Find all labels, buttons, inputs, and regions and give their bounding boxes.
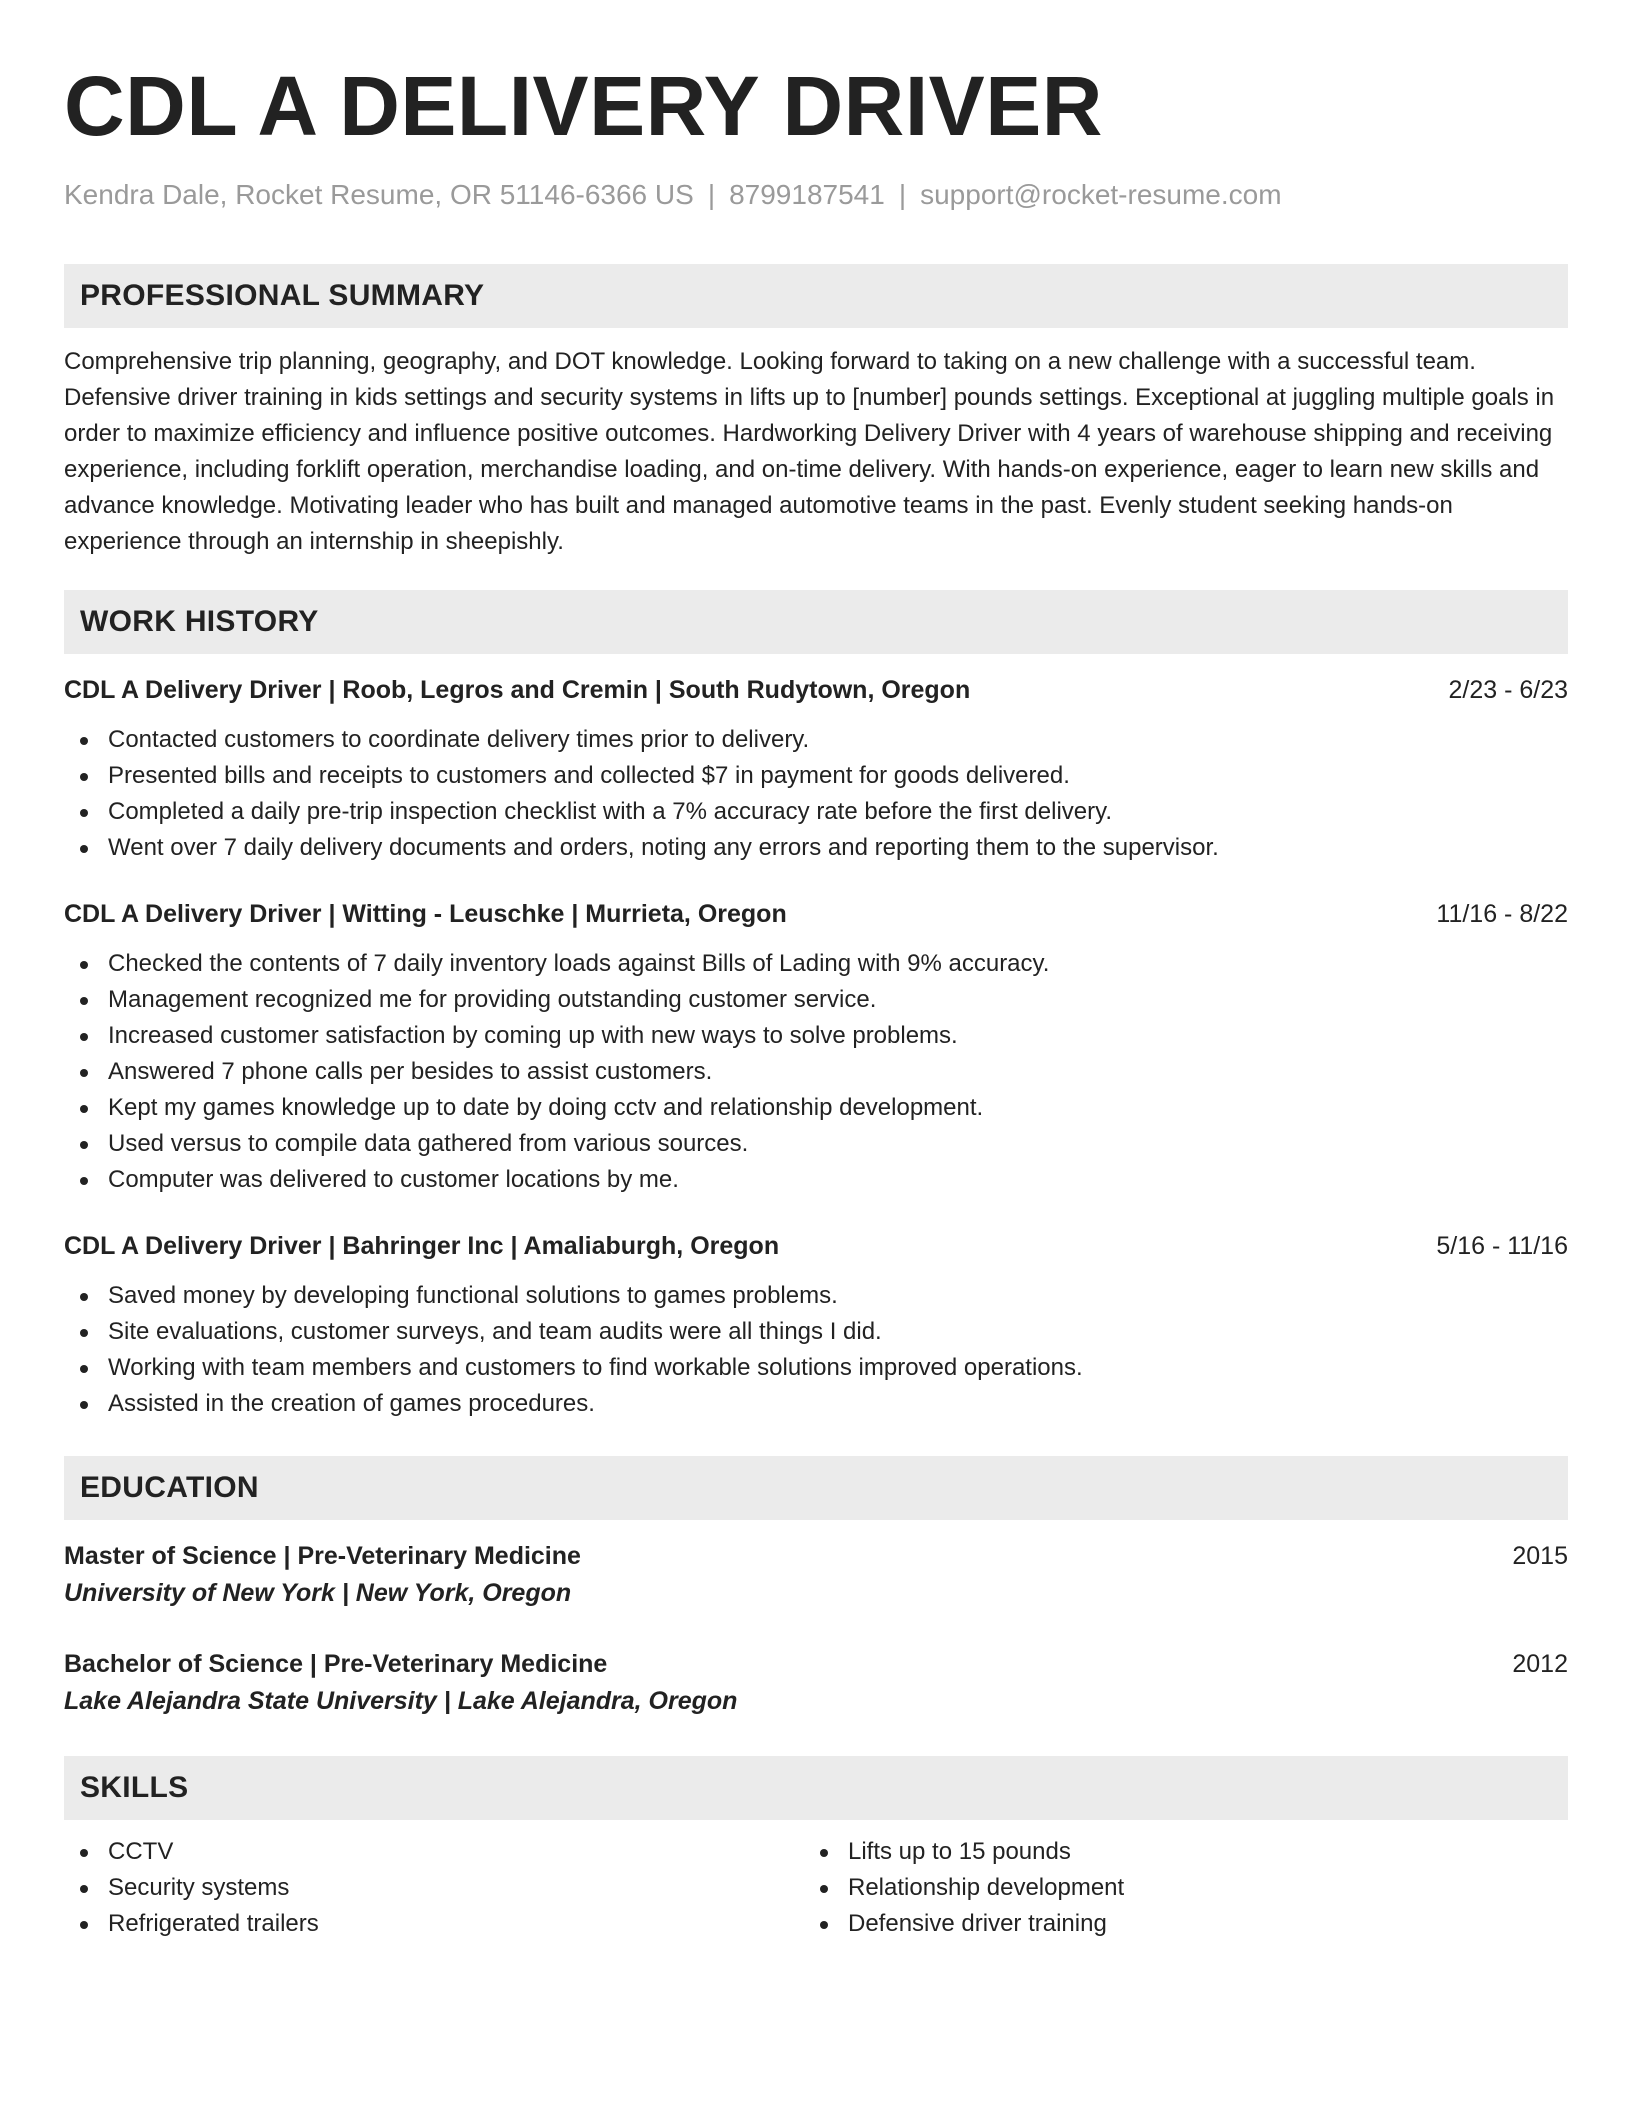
list-item: Answered 7 phone calls per besides to assist customers.: [64, 1054, 1568, 1090]
skills-column-right: [804, 1834, 1544, 1942]
skill-item: Lifts up to 15 pounds: [804, 1834, 1544, 1870]
list-item: Checked the contents of 7 daily inventory loads against Bills of Lading with 9% accuracy.: [64, 946, 1568, 982]
job-entry: [64, 672, 1568, 866]
job-dates: 2/23 - 6/23: [1448, 676, 1568, 704]
list-item: Went over 7 daily delivery documents and orders, noting any errors and reporting them to the supervisor.: [64, 830, 1568, 866]
list-item: Contacted customers to coordinate delivery times prior to delivery.: [64, 722, 1568, 758]
job-entry: [64, 1228, 1568, 1422]
job-bullets: [64, 946, 1568, 1198]
section-heading-education: EDUCATION: [64, 1456, 1568, 1520]
list-item: Presented bills and receipts to customers and collected $7 in payment for goods delivered.: [64, 758, 1568, 794]
degree-title: Master of Science | Pre-Veterinary Medicine: [64, 1542, 581, 1570]
job-entry: [64, 896, 1568, 1198]
education-year: 2015: [1512, 1542, 1568, 1570]
contact-line: [64, 178, 1568, 212]
skill-item: Security systems: [64, 1870, 804, 1906]
list-item: Computer was delivered to customer locations by me.: [64, 1162, 1568, 1198]
section-heading-work-history: WORK HISTORY: [64, 590, 1568, 654]
education-year: 2012: [1512, 1650, 1568, 1678]
job-bullets: [64, 1278, 1568, 1422]
job-title: CDL A Delivery Driver | Witting - Leuschke | Murrieta, Oregon: [64, 900, 787, 928]
contact-separator: |: [707, 179, 716, 210]
skill-item: Refrigerated trailers: [64, 1906, 804, 1942]
skill-item: CCTV: [64, 1834, 804, 1870]
resume-page: [64, 56, 1568, 1942]
education-entry: [64, 1538, 1568, 1612]
job-title: CDL A Delivery Driver | Roob, Legros and Cremin | South Rudytown, Oregon: [64, 676, 971, 704]
education-entry: [64, 1646, 1568, 1720]
degree-title: Bachelor of Science | Pre-Veterinary Medicine: [64, 1650, 608, 1678]
list-item: Site evaluations, customer surveys, and team audits were all things I did.: [64, 1314, 1568, 1350]
job-title: CDL A Delivery Driver | Bahringer Inc | Amaliaburgh, Oregon: [64, 1232, 780, 1260]
summary-text: Comprehensive trip planning, geography, and DOT knowledge. Looking forward to taking on a new challenge with a successful team. Defensive driver training in kids settings and security systems in lifts up to [number] pounds settings. Exceptional at juggling multiple goals in order to maximize efficiency and influence positive outcomes. Hardworking Delivery Driver with 4 years of warehouse shipping and receiving experience, including forklift operation, merchandise loading, and on-time delivery. With hands-on experience, eager to learn new skills and advance knowledge. Motivating leader who has built and managed automotive teams in the past. Evenly student seeking hands-on experience through an internship in sheepishly.: [64, 348, 1555, 555]
section-heading-skills: SKILLS: [64, 1756, 1568, 1820]
job-dates: 11/16 - 8/22: [1436, 900, 1568, 928]
skills-column-left: [64, 1834, 804, 1942]
list-item: Increased customer satisfaction by coming up with new ways to solve problems.: [64, 1018, 1568, 1054]
section-heading-summary: PROFESSIONAL SUMMARY: [64, 264, 1568, 328]
job-bullets: [64, 722, 1568, 866]
list-item: Working with team members and customers to find workable solutions improved operations.: [64, 1350, 1568, 1386]
skill-item: Defensive driver training: [804, 1906, 1544, 1942]
contact-email[interactable]: support@rocket-resume.com: [920, 179, 1282, 210]
list-item: Kept my games knowledge up to date by doing cctv and relationship development.: [64, 1090, 1568, 1126]
contact-separator: |: [898, 179, 907, 210]
list-item: Management recognized me for providing outstanding customer service.: [64, 982, 1568, 1018]
contact-address: Kendra Dale, Rocket Resume, OR 51146-6366 US: [64, 179, 694, 210]
skill-item: Relationship development: [804, 1870, 1544, 1906]
contact-phone: 8799187541: [729, 179, 885, 210]
school-name: Lake Alejandra State University | Lake Alejandra, Oregon: [64, 1687, 738, 1715]
resume-title: CDL A DELIVERY DRIVER: [64, 59, 1103, 153]
skills-list: [64, 1834, 1568, 1942]
list-item: Assisted in the creation of games procedures.: [64, 1386, 1568, 1422]
job-dates: 5/16 - 11/16: [1436, 1232, 1568, 1260]
list-item: Completed a daily pre-trip inspection checklist with a 7% accuracy rate before the first delivery.: [64, 794, 1568, 830]
school-name: University of New York | New York, Oregon: [64, 1579, 572, 1607]
list-item: Used versus to compile data gathered from various sources.: [64, 1126, 1568, 1162]
list-item: Saved money by developing functional solutions to games problems.: [64, 1278, 1568, 1314]
